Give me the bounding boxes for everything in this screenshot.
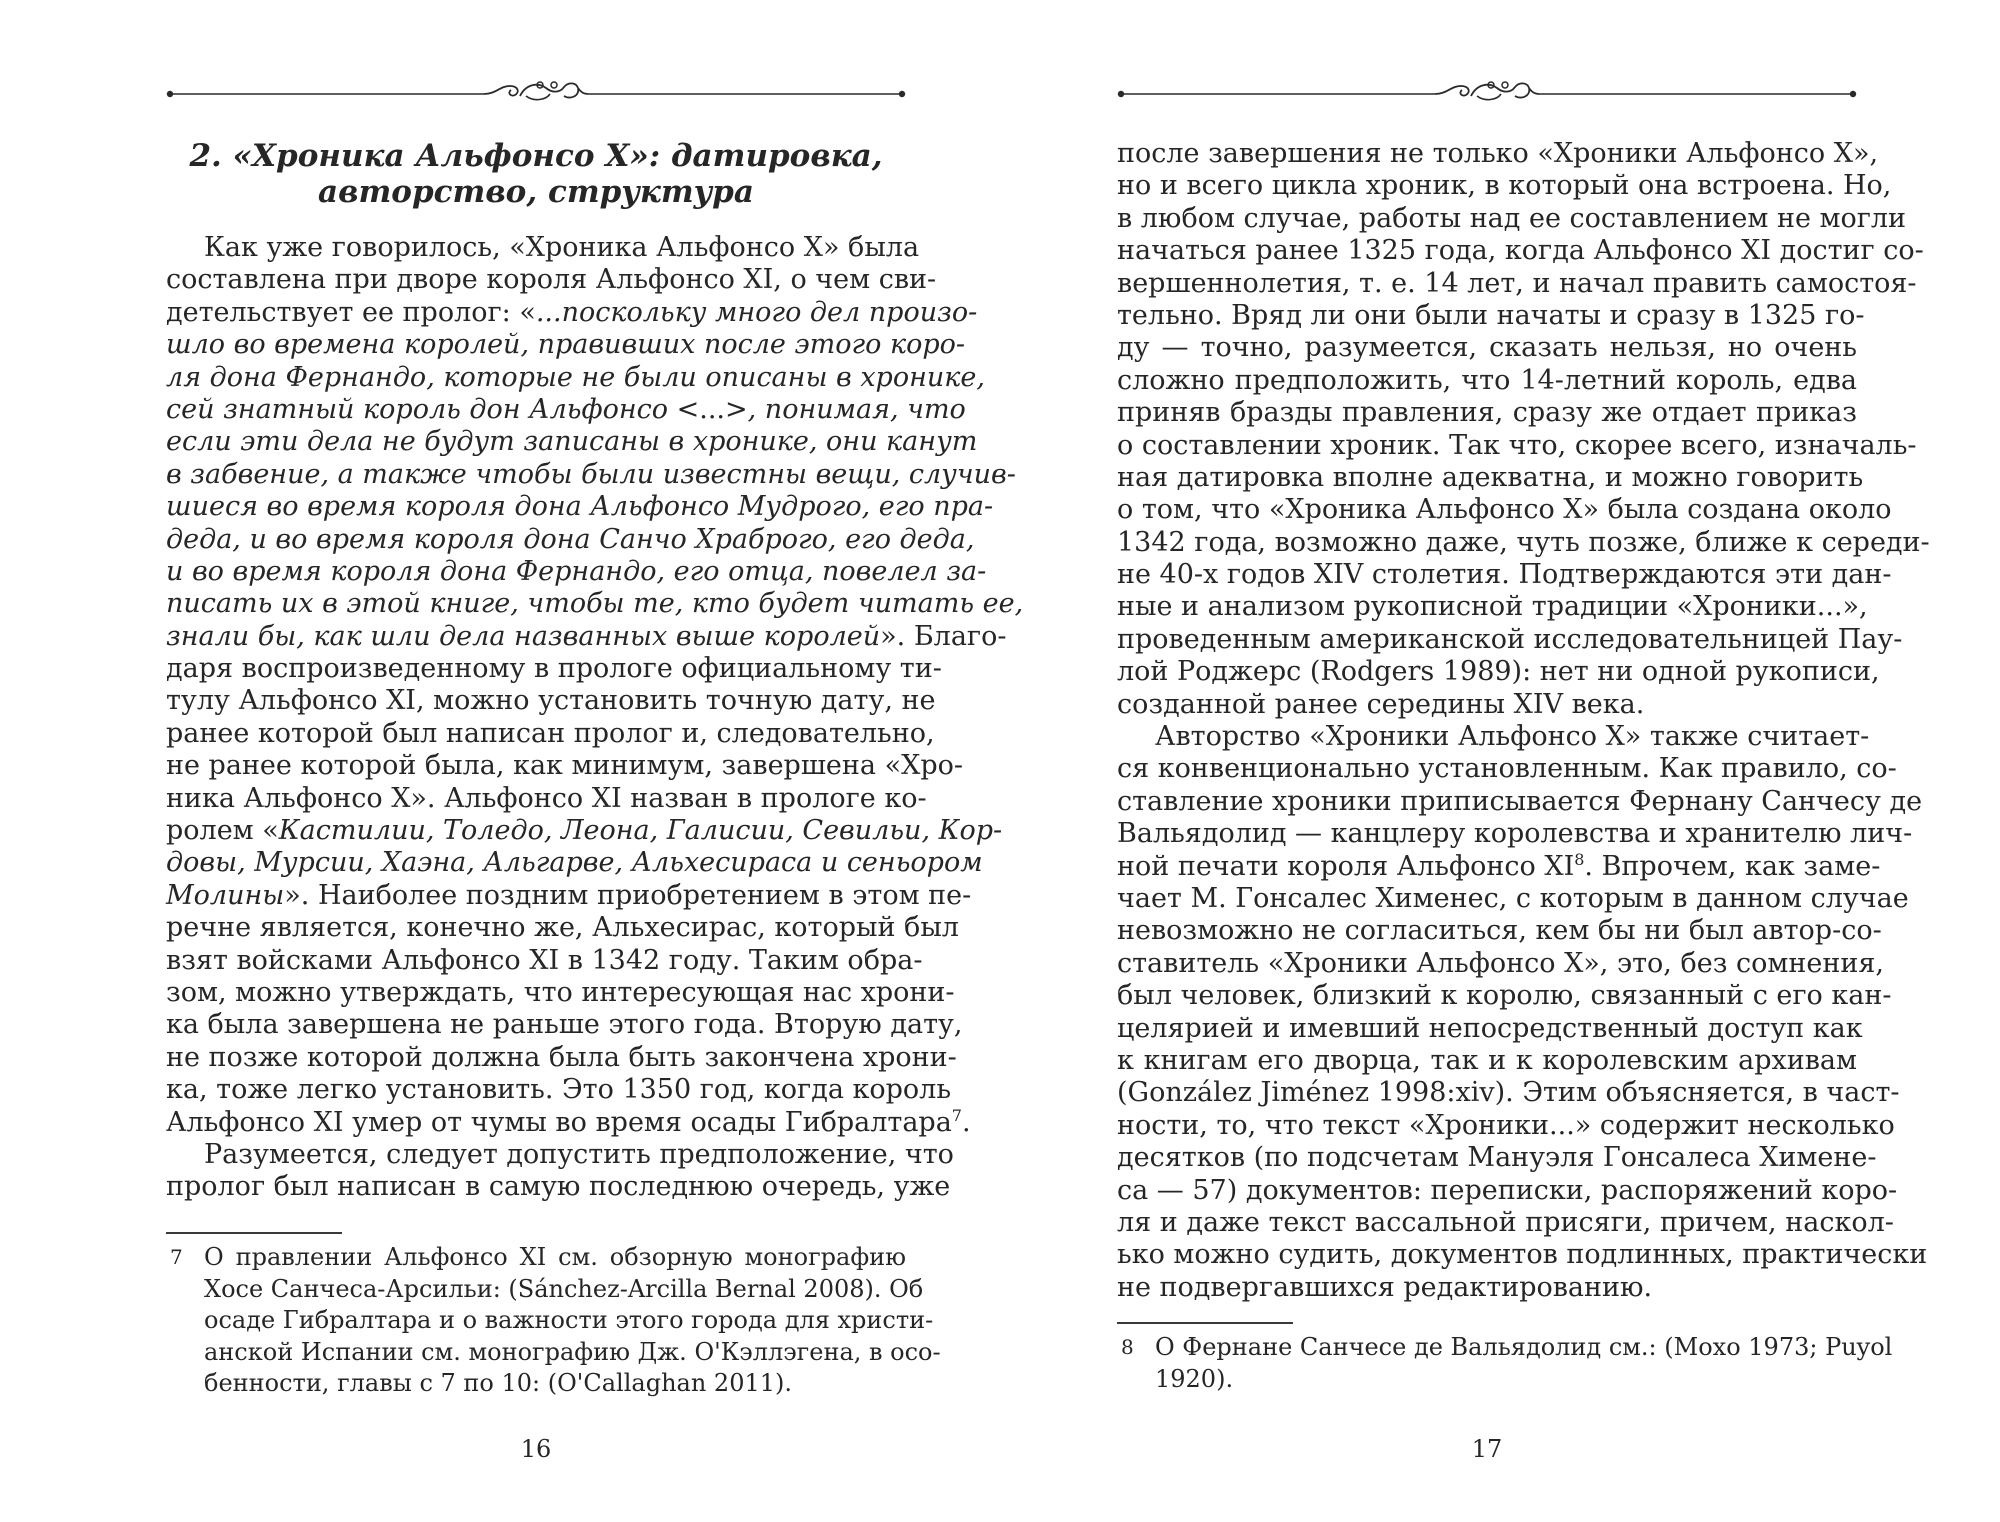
text-line: [166, 1105, 971, 1139]
footnote-number: 8: [1121, 1335, 1134, 1359]
text-run: проведенным американской исследовательницей Пау-: [1117, 623, 1903, 655]
text-line: [166, 232, 920, 264]
text-line: [166, 782, 927, 815]
text-line: [1117, 138, 1879, 170]
text-run: ...поскольку много дел произо-: [535, 296, 978, 328]
text-line: [1117, 785, 1923, 818]
text-line: [1117, 1045, 1857, 1077]
text-line: [1117, 170, 1892, 202]
text-run: невозможно не согласиться, кем бы ни был автор-со-: [1117, 915, 1882, 947]
text-line: [166, 523, 975, 556]
text-run: ная датировка вполне адекватна, и можно говорить: [1117, 461, 1864, 493]
text-run: (González Jiménez 1998:xiv). Этим объясняется, в част-: [1117, 1077, 1900, 1109]
text-run: 1342 года, возможно даже, чуть позже, ближе к середи-: [1117, 526, 1930, 558]
text-line: [1117, 849, 1881, 883]
text-line: [1117, 332, 1857, 364]
text-run: Альфонсо XI умер от чумы во время осады Гибралтара: [166, 1106, 952, 1138]
text-run: ько можно судить, документов подлинных, практически: [1117, 1239, 1928, 1271]
text-run: после завершения не только «Хроники Альфонсо Х»,: [1117, 138, 1879, 169]
footnote-7: [166, 1242, 941, 1400]
text-line: [1117, 980, 1892, 1012]
text-run: , понимая, что: [747, 393, 966, 425]
text-run: сложно предположить, что 14-летний король, едва: [1117, 364, 1857, 396]
text-run: и во время короля дона Фернандо, его отца, повелел за-: [166, 555, 987, 587]
text-run: не ранее которой была, как минимум, завершена «Хро-: [166, 750, 963, 782]
text-line: [1117, 1206, 1894, 1239]
text-line: [1117, 526, 1930, 559]
text-run: са — 57) документов: переписки, распоряжений коро-: [1117, 1174, 1898, 1206]
text-run: Как уже говорилось, «Хроника Альфонсо Х» была: [204, 232, 920, 263]
text-line: [166, 264, 937, 296]
text-run: знали бы, как шли дела названных выше королей: [166, 620, 881, 652]
text-line: [1117, 461, 1864, 494]
text-line: [166, 393, 966, 426]
text-line: [166, 555, 987, 588]
chapter-title-line-1: 2. «Хроника Альфонсо Х»: датировка,: [189, 138, 883, 174]
text-line: [1117, 429, 1917, 462]
text-run: ля дона Фернандо, которые не были описаны в хронике,: [166, 361, 985, 393]
footnote-8: [1117, 1332, 1893, 1395]
text-line: [1117, 1239, 1928, 1271]
text-run: .: [961, 1106, 971, 1138]
text-line: [1117, 365, 1857, 397]
text-line: [166, 879, 972, 912]
page-number-left: 16: [520, 1435, 552, 1463]
text-run: но и всего цикла хроник, в который она встроена. Но,: [1117, 170, 1892, 202]
text-run: ка, тоже легко установить. Это 1350 год, когда король: [166, 1074, 952, 1106]
text-line: [166, 847, 983, 879]
text-run: Кастилии, Толедо, Леона, Галисии, Севильи, Кор-: [278, 815, 1003, 847]
text-run: ранее которой был написан пролог и, следовательно,: [166, 717, 935, 749]
text-run: довы, Мурсии, Хаэна, Альгарве, Альхесираса и сеньором: [166, 847, 983, 879]
footnote-rule-right: [1117, 1322, 1293, 1324]
text-run: лой Роджерс (Rodgers 1989): нет ни одной рукописи,: [1117, 656, 1880, 688]
left-page: [166, 0, 1024, 1522]
chapter-title-line-2: авторство, структура: [318, 174, 754, 210]
text-line: [166, 750, 963, 782]
text-line: [1117, 623, 1903, 656]
text-run: чает М. Гонсалес Хименес, с которым в данном случае: [1117, 882, 1909, 914]
text-line: [166, 944, 923, 977]
text-run: ся конвенционально установленным. Как правило, со-: [1117, 753, 1897, 785]
footnote-text: анской Испании см. монографию Дж. О'Кэллэгена, в осо-: [204, 1337, 941, 1366]
text-line: [1117, 591, 1868, 623]
text-run: ставитель «Хроники Альфонсо Х», это, без сомнения,: [1117, 947, 1884, 979]
footnote-rule-left: [166, 1232, 342, 1234]
text-line: [166, 717, 935, 750]
text-line: [1117, 882, 1909, 915]
footnote-line: [166, 1337, 941, 1369]
text-line: [166, 1009, 963, 1041]
text-line: [1117, 818, 1913, 850]
text-run: ка была завершена не раньше этого года. Вторую дату,: [166, 1009, 963, 1041]
text-run: ной печати короля Альфонсо XI: [1117, 850, 1575, 882]
footnote-line: [1117, 1332, 1893, 1364]
text-line: [1117, 1272, 1857, 1304]
text-run: о том, что «Хроника Альфонсо Х» была создана около: [1117, 494, 1892, 526]
text-line: [166, 1041, 957, 1074]
text-run: если эти дела не будут записаны в хронике, они канут: [166, 426, 978, 458]
text-run: . Впрочем, как заме-: [1584, 850, 1881, 882]
body-text-left: [166, 232, 1024, 1204]
text-line: [166, 1138, 954, 1171]
footnote-text: Хосе Санчеса-Арсильи: (Sánchez-Arcilla Bernal 2008). Об: [204, 1274, 924, 1303]
text-line: [166, 815, 1003, 847]
text-line: [1117, 202, 1907, 235]
text-line: [1117, 915, 1882, 947]
text-line: [1117, 1012, 1863, 1045]
text-run: ». Наиболее поздним приобретением в этом пе-: [284, 879, 972, 911]
text-run: детельствует ее пролог: «: [166, 296, 536, 328]
text-line: [166, 426, 978, 458]
text-run: ». Благо-: [880, 620, 1007, 652]
text-run: приняв бразды правления, сразу же отдает приказ: [1117, 397, 1857, 429]
text-line: [1117, 1142, 1877, 1174]
text-run: писать их в этой книге, чтобы те, кто будет читать ее,: [166, 588, 1024, 620]
text-run: ные и анализом рукописной традиции «Хроники...»,: [1117, 591, 1868, 623]
text-run: составлена при дворе короля Альфонсо XI, о чем сви-: [166, 264, 937, 296]
footnote-line: [166, 1274, 924, 1306]
text-run: тельно. Вряд ли они были начаты и сразу в 1325 го-: [1117, 299, 1865, 331]
text-line: [1117, 1109, 1895, 1142]
text-run: зом, можно утверждать, что интересующая нас хрони-: [166, 976, 955, 1008]
text-line: [1117, 559, 1892, 591]
text-run: Разумеется, следует допустить предположение, что: [204, 1138, 954, 1170]
text-line: [1117, 494, 1892, 526]
text-line: [1117, 947, 1884, 980]
footnote-ref: 7: [951, 1105, 962, 1125]
text-run: деда, и во время короля дона Санчо Храброго, его деда,: [166, 523, 975, 555]
text-run: пролог был написан в самую последнюю очередь, уже: [166, 1171, 951, 1203]
text-run: к книгам его дворца, так и к королевским архивам: [1117, 1044, 1857, 1076]
text-line: [166, 361, 985, 394]
text-line: [1117, 753, 1897, 785]
text-line: [1117, 721, 1870, 753]
text-line: [1117, 397, 1857, 429]
text-run: Вальядолид — канцлеру королевства и хранителю лич-: [1117, 818, 1913, 850]
text-run: взят войсками Альфонсо XI в 1342 году. Таким обра-: [166, 944, 923, 976]
footnote-number: 7: [170, 1245, 183, 1269]
text-line: [166, 685, 936, 717]
text-run: созданной ранее середины XIV века.: [1117, 688, 1645, 720]
footnote-text: О Фернане Санчесе де Вальядолид см.: (Мохо 1973; Puyol: [1155, 1333, 1893, 1361]
text-run: ля и даже текст вассальной присяги, причем, наскол-: [1117, 1206, 1894, 1238]
text-line: [166, 912, 959, 944]
text-line: [166, 976, 955, 1009]
text-run: в забвение, а также чтобы были известны вещи, случив-: [166, 458, 1016, 490]
text-run: начаться ранее 1325 года, когда Альфонсо XI достиг со-: [1117, 235, 1924, 267]
text-line: [1117, 299, 1865, 332]
text-line: [1117, 689, 1857, 721]
text-line: [166, 458, 1016, 491]
text-run: о составлении хроник. Так что, скорее всего, изначаль-: [1117, 429, 1917, 461]
header-ornament-left: [166, 74, 906, 114]
text-run: ности, то, что текст «Хроники...» содержит несколько: [1117, 1109, 1895, 1141]
text-line: [166, 1074, 952, 1106]
footnote-line: [166, 1368, 906, 1400]
text-line: [1117, 656, 1880, 688]
page-number-right: 17: [1471, 1435, 1503, 1463]
text-run: целярией и имевший непосредственный доступ как: [1117, 1012, 1863, 1044]
text-line: [1117, 1174, 1898, 1207]
text-run: ролем «: [166, 815, 279, 847]
text-run: тулу Альфонсо XI, можно установить точную дату, не: [166, 685, 936, 717]
footnote-text: осаде Гибралтара и о важности этого города для христи-: [204, 1306, 934, 1334]
text-run: не подвергавшихся редактированию.: [1117, 1271, 1653, 1303]
text-run: шиеся во время короля дона Альфонсо Мудрого, его пра-: [166, 491, 994, 523]
text-line: [166, 329, 965, 361]
footnote-text: бенности, главы с 7 по 10: (O'Callaghan 2011).: [204, 1369, 792, 1397]
text-run: ду — точно, разумеется, сказать нельзя, но очень: [1117, 332, 1857, 364]
text-run: Авторство «Хроники Альфонсо Х» также считает-: [1155, 721, 1870, 753]
text-line: [166, 296, 978, 329]
text-run: в любом случае, работы над ее составлением не могли: [1117, 202, 1907, 234]
text-line: [166, 620, 1007, 653]
text-line: [166, 491, 994, 523]
body-text-right: [1117, 138, 1930, 1304]
text-run: <...>: [676, 393, 748, 425]
chapter-title: [166, 138, 906, 210]
footnote-line: [166, 1242, 906, 1274]
header-ornament-right: [1117, 74, 1857, 114]
footnote-ref: 8: [1574, 849, 1585, 869]
right-page: [1117, 0, 1930, 1522]
text-line: [1117, 1077, 1900, 1109]
text-line: [1117, 267, 1917, 300]
footnote-line: [1117, 1364, 1857, 1396]
text-run: не 40-х годов XIV столетия. Подтверждаются эти дан-: [1117, 559, 1892, 591]
text-run: сей знатный король дон Альфонсо: [166, 393, 677, 425]
text-run: вершеннолетия, т. е. 14 лет, и начал править самостоя-: [1117, 267, 1917, 299]
footnote-line: [166, 1305, 934, 1337]
footnote-text: О правлении Альфонсо XI см. обзорную монографию: [204, 1243, 906, 1271]
text-run: шло во времена королей, правивших после этого коро-: [166, 329, 965, 361]
text-run: был человек, близкий к королю, связанный с его кан-: [1117, 980, 1892, 1012]
text-run: речне является, конечно же, Альхесирас, который был: [166, 912, 959, 944]
text-run: не позже которой должна была быть закончена хрони-: [166, 1041, 957, 1073]
text-run: ставление хроники приписывается Фернану Санчесу де: [1117, 785, 1923, 817]
footnote-text: 1920).: [1155, 1364, 1234, 1393]
text-line: [166, 588, 1024, 620]
text-run: десятков (по подсчетам Мануэля Гонсалеса Хименe-: [1117, 1142, 1877, 1174]
text-run: Молины: [166, 879, 285, 911]
text-run: даря воспроизведенному в прологе официальному ти-: [166, 653, 942, 685]
text-line: [166, 653, 942, 685]
text-run: ника Альфонсо Х». Альфонсо XI назван в прологе ко-: [166, 782, 927, 814]
text-line: [166, 1171, 951, 1203]
text-line: [1117, 235, 1924, 267]
